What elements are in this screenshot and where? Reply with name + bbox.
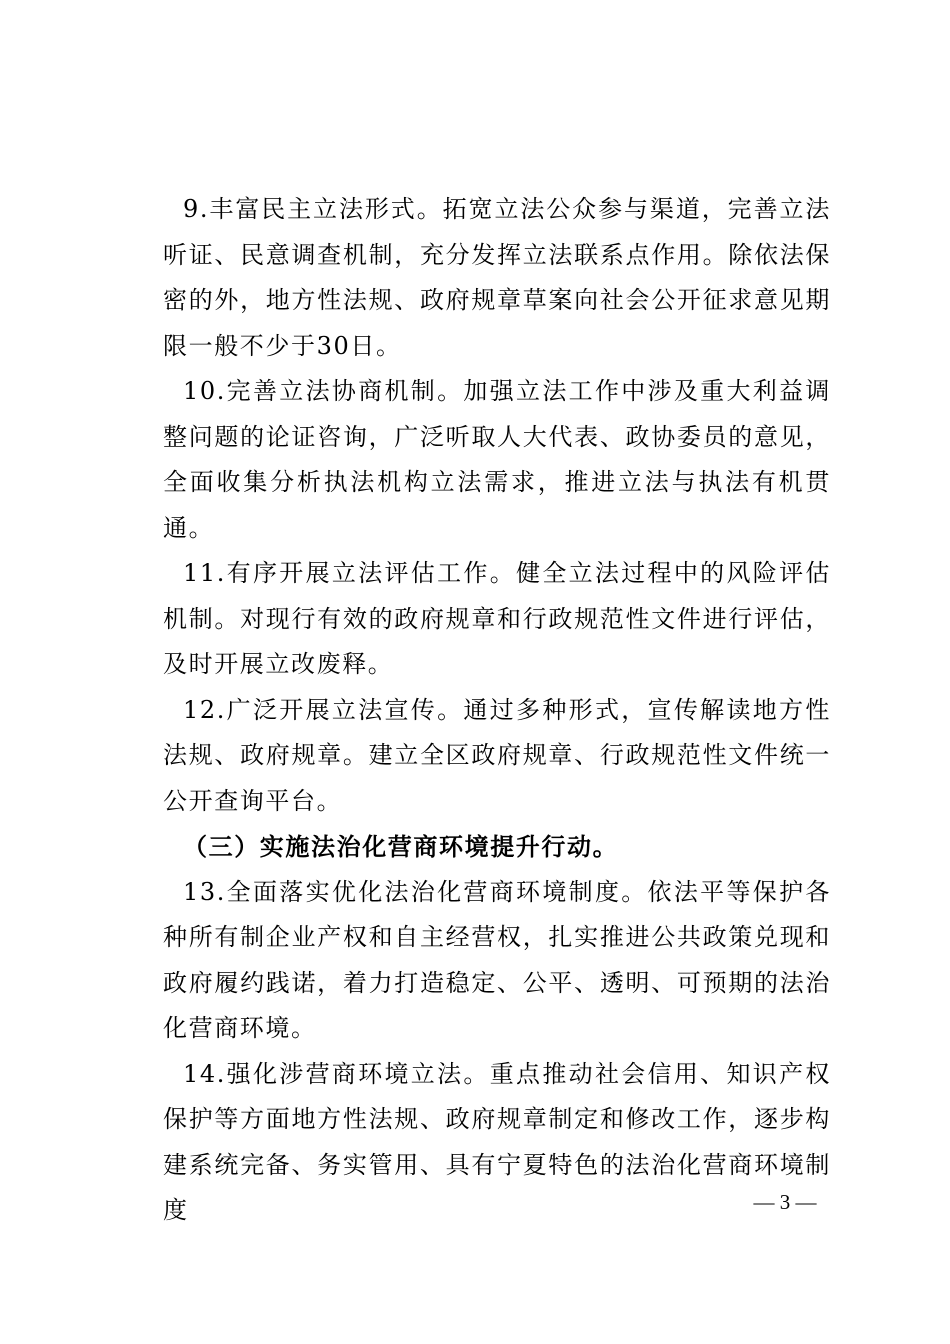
section-heading: （三）实施法治化营商环境提升行动。 <box>183 832 619 861</box>
page-number: — 3 — <box>753 1190 817 1214</box>
paragraph-item-13: 13.全面落实优化法治化营商环境制度。依法平等保护各种所有制企业产权和自主经营权，扎实推进公共政策兑现和政府履约践诺，着力打造稳定、公平、透明、可预期的法治化营商环境。 <box>163 877 831 1042</box>
paragraph-item-12: 12.广泛开展立法宣传。通过多种形式，宣传解读地方性法规、政府规章。建立全区政府规章、行政规范性文件统一公开查询平台。 <box>163 695 831 815</box>
document-body <box>163 187 831 1234</box>
paragraph-item-10: 10.完善立法协商机制。加强立法工作中涉及重大利益调整问题的论证咨询，广泛听取人大代表、政协委员的意见，全面收集分析执法机构立法需求，推进立法与执法有机贯通。 <box>163 377 831 542</box>
paragraph-item-11: 11.有序开展立法评估工作。健全立法过程中的风险评估机制。对现行有效的政府规章和行政规范性文件进行评估，及时开展立改废释。 <box>163 559 831 678</box>
paragraph-item-9: 9.丰富民主立法形式。拓宽立法公众参与渠道，完善立法听证、民意调查机制，充分发挥立法联系点作用。除依法保密的外，地方性法规、政府规章草案向社会公开征求意见期限一般不少于30日。 <box>163 195 831 360</box>
paragraph-item-14: 14.强化涉营商环境立法。重点推动社会信用、知识产权保护等方面地方性法规、政府规章制定和修改工作，逐步构建系统完备、务实管用、具有宁夏特色的法治化营商环境制度 <box>163 1059 831 1224</box>
